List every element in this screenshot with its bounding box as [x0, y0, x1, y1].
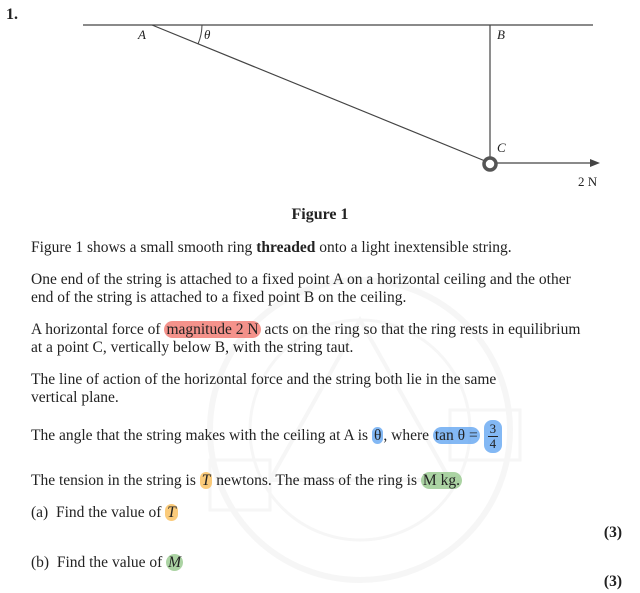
part-b-text: Find the value of	[56, 554, 167, 571]
fraction-three-quarters	[484, 420, 503, 453]
label-c: C	[497, 140, 506, 155]
p3-text-end: acts on the ring so that the ring rests in equilibrium	[260, 321, 581, 338]
paragraph-4	[31, 371, 611, 407]
p1-text-end: onto a light inextensible string.	[315, 239, 512, 256]
p3-text-start: A horizontal force of	[31, 321, 165, 338]
part-b-variable: M	[168, 554, 182, 571]
p1-bold-word: threaded	[256, 239, 316, 256]
highlight-tan: tan θ =	[434, 427, 478, 445]
ring	[484, 158, 496, 170]
p2-line-2: end of the string is attached to a fixed point B on the ceiling.	[31, 289, 407, 306]
paragraph-3	[31, 321, 611, 357]
p5-text-start: The angle that the string makes with the ceiling at A is	[31, 427, 372, 445]
p3-line-1	[31, 321, 611, 339]
p4-line-1: The line of action of the horizontal force and the string both lie in the same	[31, 371, 497, 388]
p1-text-start: Figure 1 shows a small smooth ring	[31, 239, 257, 256]
highlight-magnitude: magnitude 2 N	[166, 321, 259, 338]
part-a-marks: (3)	[603, 524, 622, 541]
label-theta: θ	[204, 27, 211, 42]
label-force: 2 N	[578, 174, 598, 189]
paragraph-1	[31, 239, 611, 257]
part-a-text: Find the value of	[55, 504, 166, 521]
p5-text-mid: , where	[383, 427, 433, 445]
part-b-label: (b)	[31, 554, 50, 571]
paragraph-6	[31, 472, 611, 490]
part-b-marks: (3)	[603, 573, 622, 590]
paragraph-5	[31, 420, 611, 453]
question-number: 1.	[6, 6, 18, 23]
fraction-numerator: 3	[489, 421, 497, 436]
force-arrowhead	[590, 159, 600, 167]
highlight-m: M kg.	[422, 472, 460, 489]
part-a-variable: T	[167, 504, 176, 521]
p4-line-2: vertical plane.	[31, 389, 119, 406]
paragraph-2	[31, 271, 611, 307]
part-a	[31, 504, 611, 522]
part-a-label: (a)	[31, 504, 49, 521]
highlight-theta: θ	[373, 427, 382, 445]
figure-caption: Figure 1	[291, 206, 349, 223]
p3-line-2: at a point C, vertically below B, with the string taut.	[31, 339, 354, 356]
highlight-t: T	[201, 472, 211, 489]
label-b: B	[497, 27, 505, 42]
label-a: A	[138, 27, 146, 42]
p6-text-mid: newtons. The mass of the ring is	[212, 472, 421, 489]
part-b	[31, 554, 611, 572]
p2-line-1: One end of the string is attached to a fixed point A on a horizontal ceiling and the other	[31, 271, 571, 288]
string-ac	[152, 25, 490, 163]
p6-text-start: The tension in the string is	[31, 472, 200, 489]
mechanics-figure	[0, 0, 640, 200]
fraction-denominator: 4	[489, 436, 497, 451]
theta-arc	[198, 25, 202, 44]
